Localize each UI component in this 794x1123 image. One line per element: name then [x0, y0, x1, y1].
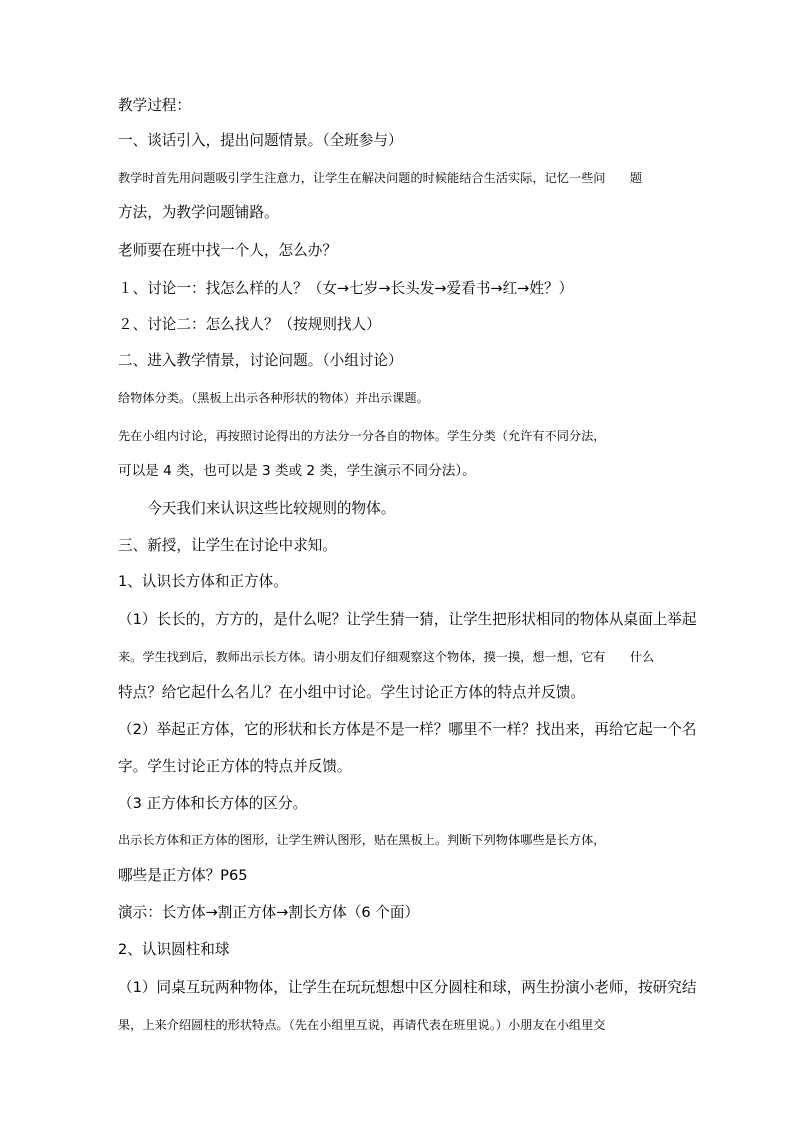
subsection-heading-2: 2、认识圆柱和球 [118, 941, 230, 958]
paragraph-line: 来。学生找到后，教师出示长方体。请小朋友们仔细观察这个物体，摸一摸，想一想，它有 什么 [118, 650, 655, 664]
paragraph-line: 方法，为教学问题铺路。 [118, 204, 279, 221]
paragraph-line: 今天我们来认识这些比较规则的物体。 [118, 500, 396, 517]
paragraph-line: 哪些是正方体？P65 [118, 867, 248, 884]
paragraph-line: 出示长方体和正方体的图形，让学生辨认图形，贴在黑板上。判断下列物体哪些是长方体， [118, 833, 606, 847]
discussion-item-1: １、讨论一：找怎么样的人？（女→七岁→长头发→爱看书→红→姓？） [118, 280, 574, 297]
paragraph-line: 演示：长方体→割正方体→割长方体（6 个面） [118, 904, 420, 921]
paragraph-line: 给物体分类。（黑板上出示各种形状的物体）并出示课题。 [118, 391, 429, 405]
section-heading-3: 三、新授，让学生在讨论中求知。 [118, 537, 337, 554]
paragraph-line: 字。学生讨论正方体的特点并反馈。 [118, 758, 352, 775]
paragraph-line: 教学时首先用问题吸引学生注意力，让学生在解决问题的时候能结合生活实际，记忆一些问 题 [118, 171, 643, 185]
paragraph-line: 先在小组内讨论，再按照讨论得出的方法分一分各自的物体。学生分类（允许有不同分法， [118, 429, 606, 443]
subsection-heading-1: 1、认识长方体和正方体。 [118, 573, 288, 590]
paragraph-line: （1）长长的，方方的，是什么呢？让学生猜一猜，让学生把形状相同的物体从桌面上举起 [118, 611, 697, 628]
paragraph-line: 老师要在班中找一个人，怎么办？ [118, 242, 337, 259]
section-heading-1: 一、谈话引入，提出问题情景。（全班参与） [118, 132, 403, 149]
discussion-item-2: ２、讨论二：怎么找人？（按规则找人） [118, 316, 381, 333]
paragraph-line: 果，上来介绍圆柱的形状特点。（先在小组里互说，再请代表在班里说。）小朋友在小组里交 [118, 1018, 606, 1032]
paragraph-line: （1）同桌互玩两种物体，让学生在玩玩想想中区分圆柱和球，两生扮演小老师，按研究结 [118, 979, 697, 996]
section-heading-process: 教学过程： [118, 97, 191, 114]
paragraph-line: 可以是 4 类，也可以是 3 类或 2 类，学生演示不同分法）。 [118, 463, 476, 479]
paragraph-line: （2）举起正方体，它的形状和长方体是不是一样？哪里不一样？找出来，再给它起一个名 [118, 721, 697, 738]
section-heading-2: 二、进入教学情景，讨论问题。（小组讨论） [118, 352, 403, 369]
paragraph-line: （3 正方体和长方体的区分。 [118, 795, 308, 812]
paragraph-line: 特点？给它起什么名儿？在小组中讨论。学生讨论正方体的特点并反馈。 [118, 684, 586, 701]
